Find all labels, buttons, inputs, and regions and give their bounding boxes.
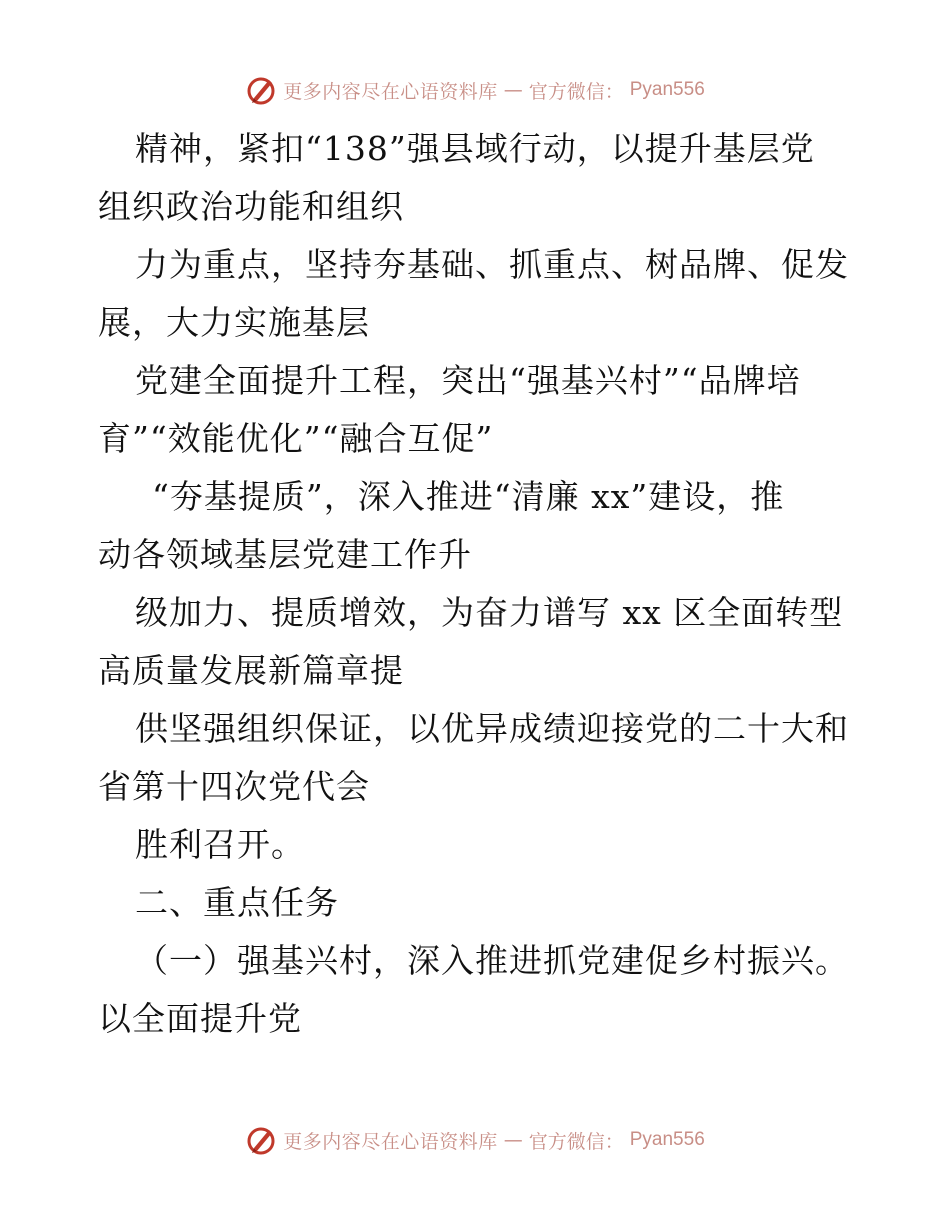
body-line-15 [98,932,854,990]
body-line-9 [98,584,854,642]
watermark-wechat-label: 官方微信： [528,80,624,103]
body-line-text: 级加力、提质增效，为奋力谱写 xx 区全面转型 [135,593,844,632]
body-line-text: 党建全面提升工程，突出“强基兴村”“品牌培 [135,361,801,400]
watermark-main-text: 更多内容尽在心语资料库 [283,80,498,103]
body-line-text: （一）强基兴村，深入推进抓党建促乡村振兴。 [135,941,849,980]
body-line-5 [98,352,854,410]
section-heading-text: 二、重点任务 [135,883,339,922]
body-line-text: “夯基提质”，深入推进“清廉 xx”建设，推 [152,477,785,516]
watermark-wechat-label: 官方微信： [528,1130,624,1153]
body-line-3 [98,236,854,294]
body-line-text: 以全面提升党 [98,999,302,1038]
body-line-8 [98,526,854,584]
body-line-11 [98,700,854,758]
body-line-1 [98,120,854,178]
body-line-text: 胜利召开。 [135,825,305,864]
body-line-text: 精神，紧扣“138”强县域行动，以提升基层党 [135,129,815,168]
watermark-main-text: 更多内容尽在心语资料库 [283,1130,498,1153]
section-heading [98,874,854,932]
watermark-wechat-id: Pyan556 [629,1129,705,1150]
body-line-text: 育”“效能优化”“融合互促” [98,419,494,458]
body-line-12 [98,758,854,816]
pen-logo-icon [245,1124,277,1156]
body-line-text: 高质量发展新篇章提 [98,651,404,690]
body-line-10 [98,642,854,700]
body-line-4 [98,294,854,352]
body-line-text: 供坚强组织保证，以优异成绩迎接党的二十大和 [135,709,849,748]
body-line-6 [98,410,854,468]
body-line-text: 省第十四次党代会 [98,767,370,806]
body-line-13 [98,816,854,874]
watermark-wechat-id: Pyan556 [629,79,705,100]
header-watermark [0,72,950,108]
watermark-dash: — [503,1129,523,1151]
body-line-16 [98,990,854,1048]
body-line-7 [98,468,854,526]
footer-watermark [0,1122,950,1158]
pen-logo-icon [245,74,277,106]
document-body [98,120,854,1048]
body-line-text: 组织政治功能和组织 [98,187,404,226]
body-line-text: 展，大力实施基层 [98,303,370,342]
body-line-text: 动各领域基层党建工作升 [98,535,472,574]
body-line-text: 力为重点，坚持夯基础、抓重点、树品牌、促发 [135,245,849,284]
watermark-dash: — [503,79,523,101]
body-line-2 [98,178,854,236]
